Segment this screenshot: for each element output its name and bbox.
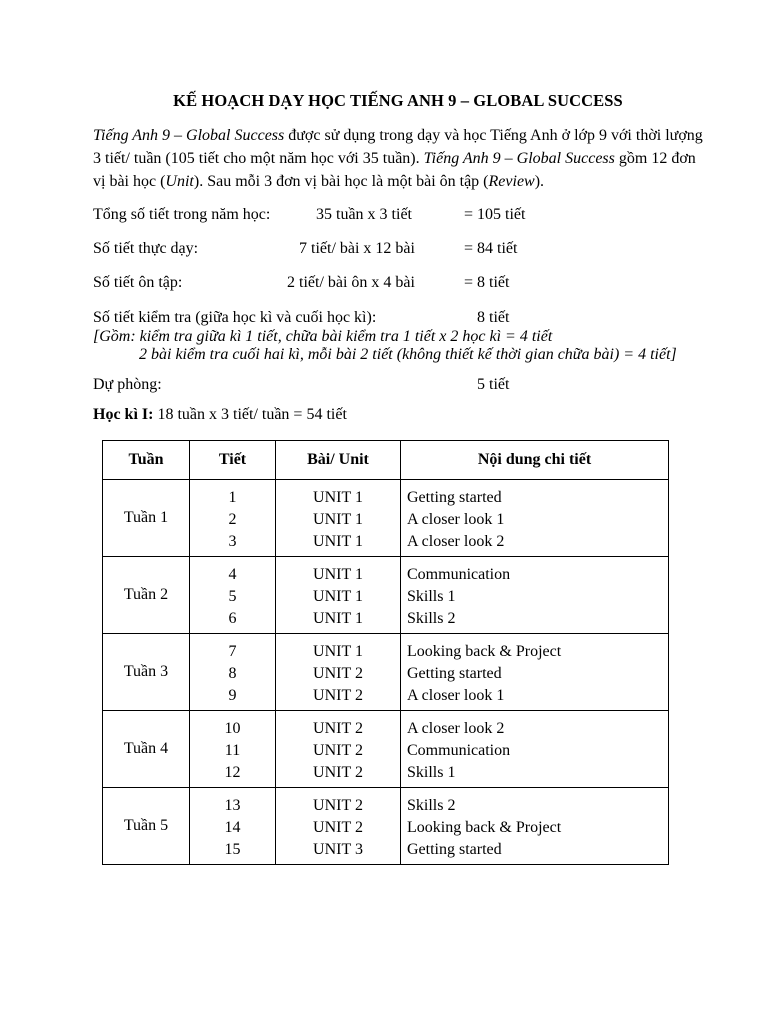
document-title: KẾ HOẠCH DẠY HỌC TIẾNG ANH 9 – GLOBAL SUCCESS bbox=[173, 91, 623, 110]
week-cell: Tuần 4 bbox=[103, 711, 190, 788]
period-cell: 11 bbox=[190, 739, 276, 764]
intro-text-1: được sử dụng trong dạy và học Tiếng Anh ở lớp 9 với thời lượng 3 tiết/ tuần (105 tiết cho một năm học với 35 tuần). bbox=[93, 127, 703, 167]
content-cell: Skills 1 bbox=[401, 585, 669, 610]
content-cell: Communication bbox=[401, 557, 669, 585]
content-cell: Looking back & Project bbox=[401, 634, 669, 662]
semester-detail: 18 tuần x 3 tiết/ tuần = 54 tiết bbox=[153, 406, 347, 423]
unit-cell: UNIT 1 bbox=[276, 480, 401, 508]
unit-cell: UNIT 1 bbox=[276, 634, 401, 662]
table-header-row bbox=[103, 441, 669, 480]
header-content: Nội dung chi tiết bbox=[401, 441, 669, 480]
summary-label: Số tiết thực dạy: bbox=[93, 240, 199, 257]
unit-cell: UNIT 2 bbox=[276, 662, 401, 687]
unit-cell: UNIT 1 bbox=[276, 533, 401, 557]
intro-text-3: ). Sau mỗi 3 đơn vị bài học là một bài ôn tập ( bbox=[193, 173, 489, 190]
period-cell: 2 bbox=[190, 508, 276, 533]
content-cell: Looking back & Project bbox=[401, 816, 669, 841]
table-row bbox=[103, 634, 669, 662]
exam-note-line-1: [Gồm: kiểm tra giữa kì 1 tiết, chữa bài kiểm tra 1 tiết x 2 học kì = 4 tiết bbox=[93, 328, 553, 345]
intro-text-4: ). bbox=[534, 173, 545, 190]
content-cell: A closer look 2 bbox=[401, 711, 669, 739]
period-cell: 1 bbox=[190, 480, 276, 508]
table-row bbox=[103, 711, 669, 739]
content-cell: A closer look 2 bbox=[401, 533, 669, 557]
unit-cell: UNIT 2 bbox=[276, 687, 401, 711]
review-word: Review bbox=[488, 173, 535, 190]
period-cell: 9 bbox=[190, 687, 276, 711]
period-cell: 7 bbox=[190, 634, 276, 662]
summary-label: Dự phòng: bbox=[93, 376, 162, 393]
summary-result: = 8 tiết bbox=[464, 274, 510, 291]
content-cell: Skills 2 bbox=[401, 610, 669, 634]
semester-label: Học kì I: bbox=[93, 406, 154, 423]
content-cell: Skills 1 bbox=[401, 764, 669, 788]
period-cell: 5 bbox=[190, 585, 276, 610]
content-cell: Getting started bbox=[401, 480, 669, 508]
unit-cell: UNIT 1 bbox=[276, 557, 401, 585]
summary-result: 8 tiết bbox=[477, 309, 510, 326]
table-row bbox=[103, 480, 669, 508]
header-period: Tiết bbox=[190, 441, 276, 480]
intro-paragraph bbox=[93, 124, 705, 193]
table-row bbox=[103, 557, 669, 585]
unit-cell: UNIT 3 bbox=[276, 841, 401, 865]
lesson-plan-table bbox=[102, 440, 669, 865]
summary-label: Tổng số tiết trong năm học: bbox=[93, 206, 271, 223]
period-cell: 12 bbox=[190, 764, 276, 788]
period-cell: 10 bbox=[190, 711, 276, 739]
week-cell: Tuần 5 bbox=[103, 788, 190, 865]
table-row bbox=[103, 788, 669, 816]
period-cell: 15 bbox=[190, 841, 276, 865]
header-week: Tuần bbox=[103, 441, 190, 480]
semester-line bbox=[93, 406, 347, 424]
book-name-repeat: Tiếng Anh 9 – Global Success bbox=[423, 150, 615, 167]
unit-cell: UNIT 2 bbox=[276, 711, 401, 739]
content-cell: Getting started bbox=[401, 841, 669, 865]
content-cell: Skills 2 bbox=[401, 788, 669, 816]
intro-text-2: gồm 12 đơn vị bài học ( bbox=[93, 150, 696, 190]
content-cell: A closer look 1 bbox=[401, 687, 669, 711]
exam-note-line-2: 2 bài kiểm tra cuối hai kì, mỗi bài 2 tiết (không thiết kế thời gian chữa bài) = 4 tiết] bbox=[139, 346, 677, 363]
table-body bbox=[103, 480, 669, 865]
content-cell: Communication bbox=[401, 739, 669, 764]
unit-word: Unit bbox=[165, 173, 194, 190]
content-cell: A closer look 1 bbox=[401, 508, 669, 533]
week-cell: Tuần 3 bbox=[103, 634, 190, 711]
unit-cell: UNIT 2 bbox=[276, 816, 401, 841]
summary-calc: 2 tiết/ bài ôn x 4 bài bbox=[287, 274, 415, 291]
summary-result: 5 tiết bbox=[477, 376, 510, 393]
summary-calc: 35 tuần x 3 tiết bbox=[316, 206, 412, 223]
unit-cell: UNIT 2 bbox=[276, 764, 401, 788]
week-cell: Tuần 1 bbox=[103, 480, 190, 557]
summary-calc: 7 tiết/ bài x 12 bài bbox=[299, 240, 415, 257]
summary-label: Số tiết kiểm tra (giữa học kì và cuối học kì): bbox=[93, 309, 377, 326]
period-cell: 4 bbox=[190, 557, 276, 585]
header-unit: Bài/ Unit bbox=[276, 441, 401, 480]
unit-cell: UNIT 1 bbox=[276, 508, 401, 533]
unit-cell: UNIT 1 bbox=[276, 585, 401, 610]
week-cell: Tuần 2 bbox=[103, 557, 190, 634]
unit-cell: UNIT 1 bbox=[276, 610, 401, 634]
content-cell: Getting started bbox=[401, 662, 669, 687]
summary-result: = 105 tiết bbox=[464, 206, 526, 223]
summary-label: Số tiết ôn tập: bbox=[93, 274, 183, 291]
period-cell: 3 bbox=[190, 533, 276, 557]
book-name: Tiếng Anh 9 – Global Success bbox=[93, 127, 285, 144]
period-cell: 8 bbox=[190, 662, 276, 687]
unit-cell: UNIT 2 bbox=[276, 739, 401, 764]
period-cell: 6 bbox=[190, 610, 276, 634]
period-cell: 14 bbox=[190, 816, 276, 841]
unit-cell: UNIT 2 bbox=[276, 788, 401, 816]
summary-result: = 84 tiết bbox=[464, 240, 518, 257]
period-cell: 13 bbox=[190, 788, 276, 816]
